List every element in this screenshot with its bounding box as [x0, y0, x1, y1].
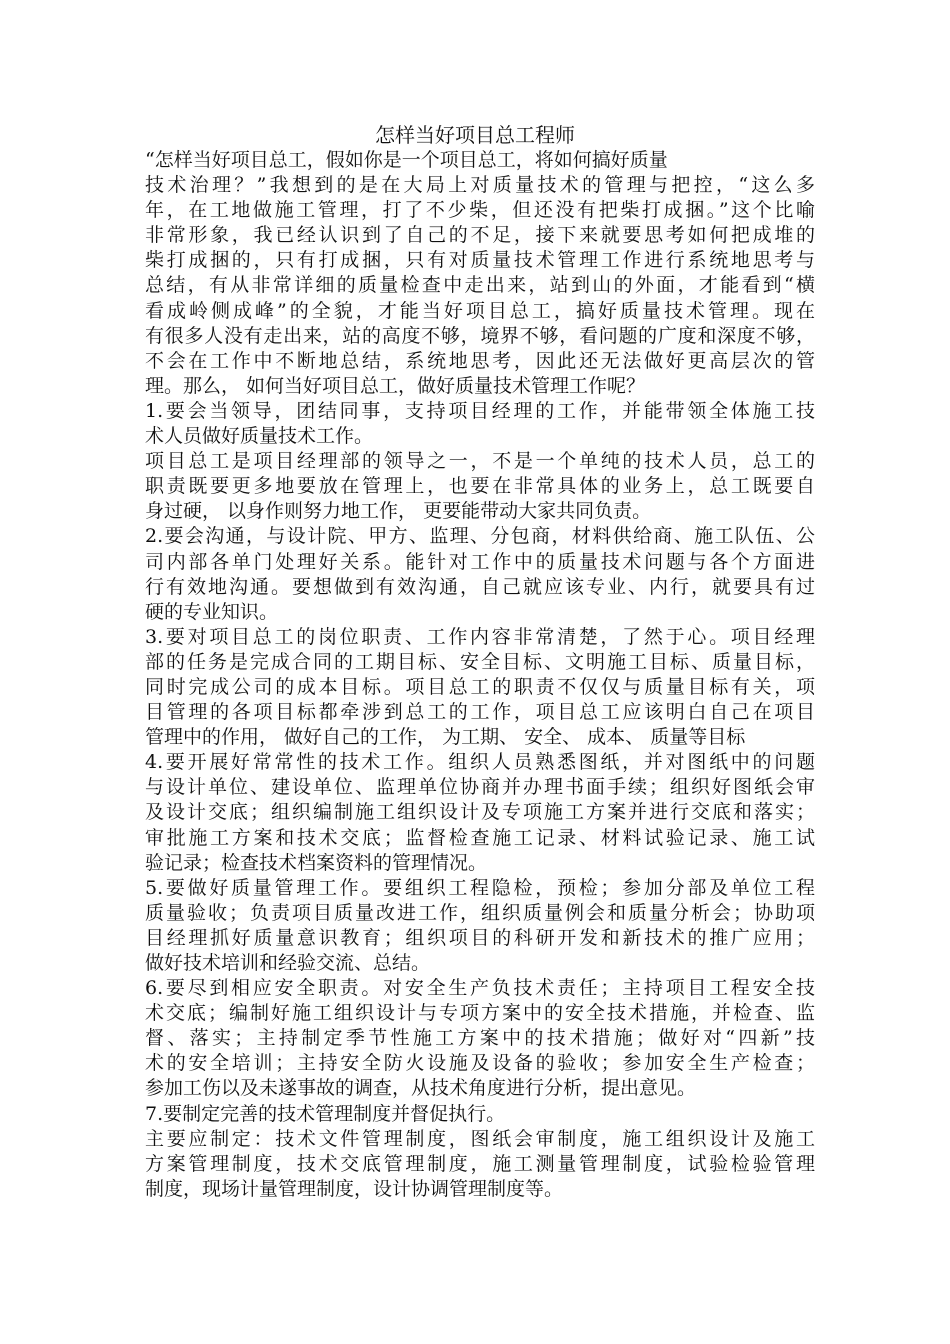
document-line: 职责既要更多地要放在管理上，也要在非常具体的业务上，总工既要自 — [145, 475, 815, 498]
document-line: 方案管理制度，技术交底管理制度，施工测量管理制度，试验检验管理 — [145, 1152, 815, 1175]
document-line: 硬的专业知识。 — [145, 600, 279, 623]
document-line: 身过硬， 以身作则努力地工作， 更要能带动大家共同负责。 — [145, 500, 652, 523]
document-line: 7.要制定完善的技术管理制度并督促执行。 — [145, 1102, 506, 1125]
document-line: 5.要做好质量管理工作。要组织工程隐检，预检；参加分部及单位工程 — [145, 876, 815, 899]
document-line: 不会在工作中不断地总结，系统地思考，因此还无法做好更高层次的管 — [145, 349, 815, 372]
document-line: 理。那么， 如何当好项目总工，做好质量技术管理工作呢？ — [145, 374, 646, 397]
document-line: 主要应制定：技术文件管理制度，图纸会审制度，施工组织设计及施工 — [145, 1127, 815, 1150]
document-line: 质量验收；负责项目质量改进工作，组织质量例会和质量分析会；协助项 — [145, 901, 815, 924]
document-line: 术的安全培训；主持安全防火设施及设备的验收；参加安全生产检查； — [145, 1052, 815, 1075]
document-line: 1.要会当领导，团结同事，支持项目经理的工作，并能带领全体施工技 — [145, 399, 815, 422]
document-line: 同时完成公司的成本目标。项目总工的职责不仅仅与质量目标有关，项 — [145, 675, 815, 698]
document-line: 审批施工方案和技术交底；监督检查施工记录、材料试验记录、施工试 — [145, 826, 815, 849]
document-body — [145, 148, 815, 1202]
document-line: “怎样当好项目总工，假如你是一个项目总工，将如何搞好质量 — [145, 149, 668, 171]
document-line: 术人员做好质量技术工作。 — [145, 425, 374, 448]
document-line: 与设计单位、建设单位、监理单位协商并办理书面手续；组织好图纸会审 — [145, 776, 815, 799]
document-line: 2.要会沟通，与设计院、甲方、监理、分包商，材料供给商、施工队伍、公 — [145, 525, 815, 548]
document-line: 4.要开展好常常性的技术工作。组织人员熟悉图纸，并对图纸中的问题 — [145, 751, 815, 774]
document-line: 验记录；检查技术档案资料的管理情况。 — [145, 851, 488, 874]
document-line: 年，在工地做施工管理，打了不少柴，但还没有把柴打成捆。”这个比喻 — [145, 199, 815, 222]
document-line: 3.要对项目总工的岗位职责、工作内容非常清楚，了然于心。项目经理 — [145, 625, 815, 648]
document-line: 目管理的各项目标都牵涉到总工的工作，项目总工应该明白自己在项目 — [145, 701, 815, 724]
document-line: 督、落实；主持制定季节性施工方案中的技术措施；做好对“四新”技 — [145, 1027, 815, 1050]
document-line: 非常形象，我已经认识到了自己的不足，接下来就要思考如何把成堆的 — [145, 224, 815, 247]
document-line: 有很多人没有走出来，站的高度不够，境界不够，看问题的广度和深度不够， — [145, 324, 815, 347]
document-line: 技术治理？”我想到的是在大局上对质量技术的管理与把控，“这么多 — [145, 174, 815, 197]
document-line: 做好技术培训和经验交流、总结。 — [145, 952, 431, 974]
document-line: 参加工伤以及未遂事故的调查，从技术角度进行分析，提出意见。 — [145, 1077, 697, 1100]
document-line: 目经理抓好质量意识教育；组织项目的科研开发和新技术的推广应用； — [145, 926, 815, 949]
document-line: 管理中的作用， 做好自己的工作， 为工期、 安全、 成本、 质量等目标 — [145, 726, 746, 749]
document-line: 术交底；编制好施工组织设计与专项方案中的安全技术措施，并检查、监 — [145, 1002, 815, 1025]
document-line: 制度，现场计量管理制度，设计协调管理制度等。 — [145, 1177, 564, 1200]
document-title: 怎样当好项目总工程师 — [375, 123, 575, 147]
document-line: 行有效地沟通。要想做到有效沟通，自己就应该专业、内行，就要具有过 — [145, 575, 815, 598]
document-line: 部的任务是完成合同的工期目标、安全目标、文明施工目标、质量目标， — [145, 650, 815, 673]
document-line: 项目总工是项目经理部的领导之一，不是一个单纯的技术人员，总工的 — [145, 450, 815, 473]
document-line: 6.要尽到相应安全职责。对安全生产负技术责任；主持项目工程安全技 — [145, 977, 815, 1000]
document-line: 看成岭侧成峰”的全貌，才能当好项目总工，搞好质量技术管理。现在 — [145, 299, 815, 322]
document-line: 柴打成捆的，只有打成捆，只有对质量技术管理工作进行系统地思考与 — [145, 249, 815, 272]
document-line: 司内部各单门处理好关系。能针对工作中的质量技术问题与各个方面进 — [145, 550, 815, 573]
document-line: 总结，有从非常详细的质量检查中走出来，站到山的外面，才能看到“横 — [145, 274, 815, 297]
document-line: 及设计交底；组织编制施工组织设计及专项施工方案并进行交底和落实； — [145, 801, 815, 824]
